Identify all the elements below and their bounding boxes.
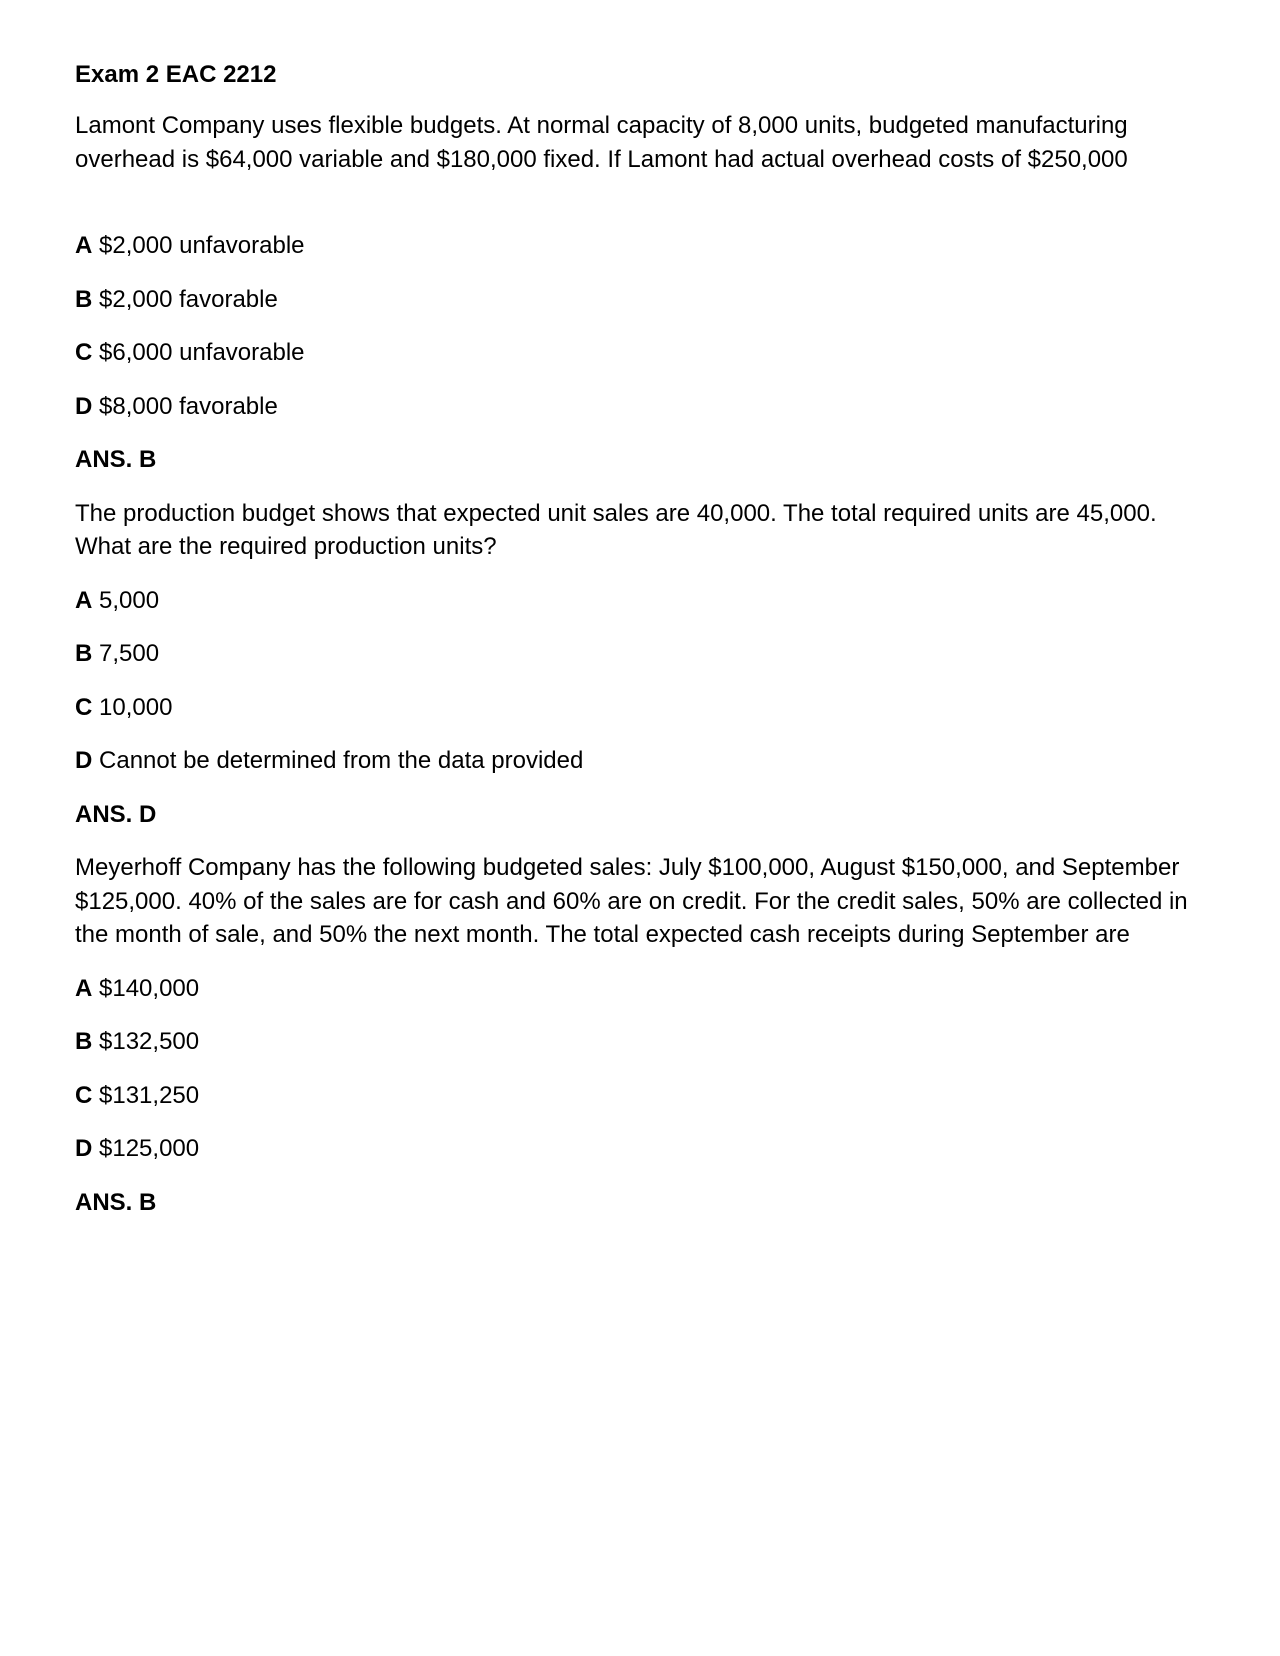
option-letter: D	[75, 1135, 93, 1162]
option-item	[75, 229, 1216, 263]
option-letter: D	[75, 747, 93, 774]
question-text: Meyerhoff Company has the following budgeted sales: July $100,000, August $150,000, and September $125,000. 40% of the sales are for cash and 60% are on credit. For the credit sales, 50% are collected in the month of sale, and 50% the next month. The total expected cash receipts during September are	[75, 854, 1188, 948]
option-item	[75, 1132, 1216, 1166]
option-item	[75, 390, 1216, 424]
option-text: $132,500	[99, 1028, 200, 1055]
option-text: 10,000	[99, 693, 173, 721]
option-item	[75, 637, 1216, 671]
option-text: $2,000 favorable	[99, 285, 278, 313]
option-text: 5,000	[99, 586, 160, 614]
option-text: Cannot be determined from the data provided	[99, 747, 584, 774]
answer-key: ANS. D	[75, 800, 157, 828]
option-text: 7,500	[99, 640, 160, 667]
option-letter: C	[75, 339, 93, 366]
option-item	[75, 1079, 1216, 1113]
option-item	[75, 972, 1216, 1006]
option-item	[75, 283, 1216, 317]
option-text: $140,000	[99, 974, 200, 1002]
option-letter: A	[75, 232, 93, 259]
option-text: $2,000 unfavorable	[99, 232, 305, 259]
option-text: $8,000 favorable	[99, 392, 278, 420]
option-item	[75, 584, 1216, 618]
option-letter: C	[75, 693, 93, 721]
option-item	[75, 1025, 1216, 1059]
option-letter: B	[75, 285, 93, 313]
question-text: The production budget shows that expected unit sales are 40,000. The total required units are 45,000. What are the required production units?	[75, 499, 1157, 560]
question-text: Lamont Company uses flexible budgets. At normal capacity of 8,000 units, budgeted manufacturing overhead is $64,000 variable and $180,000 fixed. If Lamont had actual overhead costs of $250,000	[75, 112, 1128, 173]
option-text: $6,000 unfavorable	[99, 339, 305, 366]
option-item	[75, 336, 1216, 370]
option-letter: D	[75, 392, 93, 420]
option-text: $131,250	[99, 1081, 200, 1109]
option-letter: A	[75, 586, 93, 614]
option-item	[75, 691, 1216, 725]
option-letter: C	[75, 1081, 93, 1109]
option-letter: B	[75, 1028, 93, 1055]
option-letter: B	[75, 640, 93, 667]
document-title: Exam 2 EAC 2212	[75, 61, 277, 88]
option-letter: A	[75, 974, 93, 1002]
option-text: $125,000	[99, 1135, 200, 1162]
answer-key: ANS. B	[75, 1188, 157, 1216]
answer-key: ANS. B	[75, 446, 157, 473]
option-item	[75, 744, 1216, 778]
